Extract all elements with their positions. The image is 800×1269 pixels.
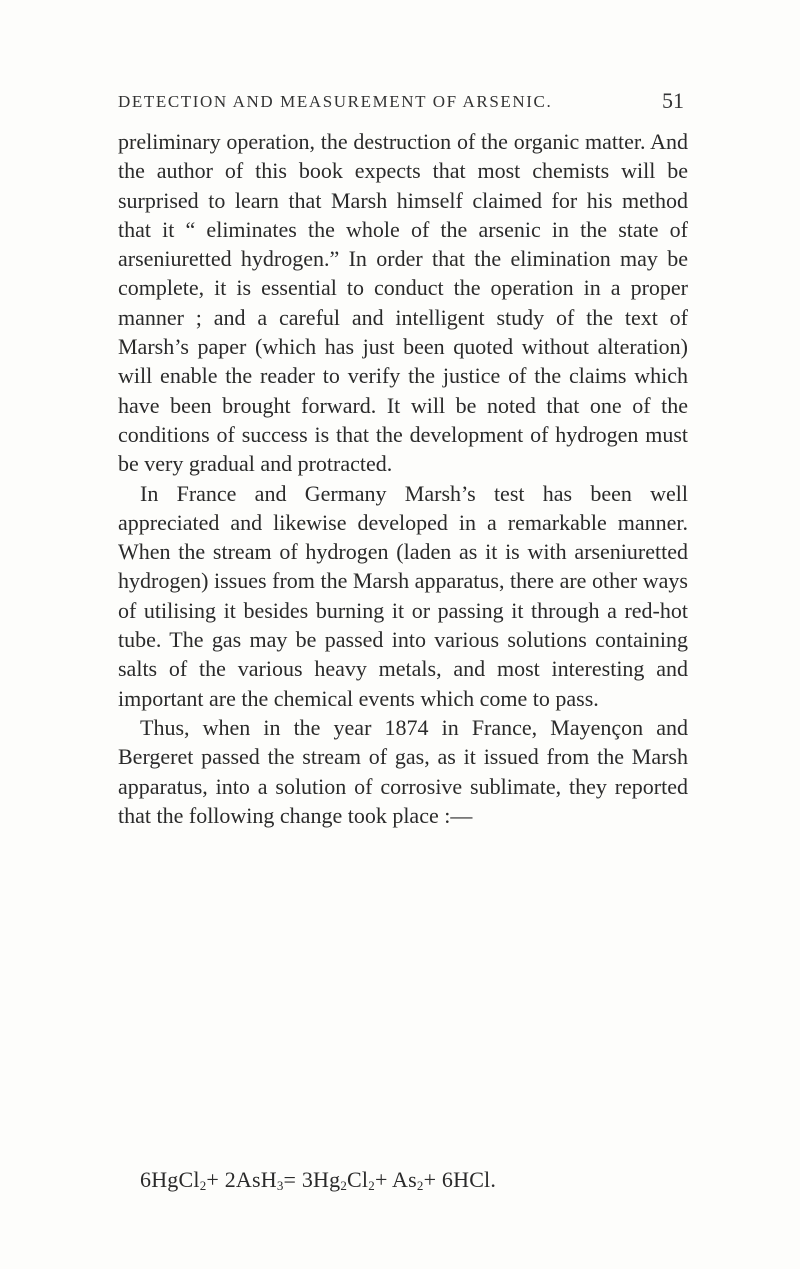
eq-term: 6HgCl — [140, 1167, 200, 1192]
eq-subscript: 2 — [340, 1178, 348, 1193]
body-text — [118, 127, 688, 830]
eq-subscript: 2 — [368, 1178, 375, 1193]
eq-term: + 2AsH — [206, 1167, 277, 1192]
eq-term: = 3Hg — [283, 1167, 341, 1192]
running-header — [118, 88, 684, 116]
eq-term: + As — [374, 1167, 417, 1192]
paragraph-3: Thus, when in the year 1874 in France, Mayençon and Bergeret passed the stream of gas, as it issued from the Marsh apparatus, into a solution of corrosive sublimate, they reported that the following change took place :— — [118, 714, 688, 828]
header-title: DETECTION AND MEASUREMENT OF ARSENIC. — [118, 92, 553, 111]
eq-term: + 6HCl. — [423, 1167, 497, 1192]
page-number: 51 — [662, 88, 684, 113]
eq-term: Cl — [347, 1167, 369, 1192]
eq-subscript: 2 — [199, 1178, 207, 1193]
eq-subscript: 2 — [416, 1178, 424, 1193]
eq-subscript: 3 — [276, 1178, 284, 1193]
chemical-equation — [140, 1167, 496, 1194]
paragraph-1: preliminary operation, the destruction of the organic matter. And the author of this book expects that most chemists will be surprised to learn that Marsh himself claimed for his method that it “ eliminates the whole of the arsenic in the state of arseniuretted hydrogen.” In order that the elimination may be complete, it is essential to conduct the operation in a proper manner ; and a careful and intelligent study of the text of Marsh’s paper (which has just been quoted without alteration) will enable the reader to verify the justice of the claims which have been brought forward. It will be noted that one of the conditions of success is that the development of hydrogen must be very gradual and protracted. — [118, 129, 688, 477]
paragraph-2: In France and Germany Marsh’s test has been well appreciated and likewise developed in a remarkable manner. When the stream of hydrogen (laden as it is with arseniuretted hydrogen) issues from the Marsh apparatus, there are other ways of utilising it besides burning it or passing it through a red-hot tube. The gas may be passed into various solutions containing salts of the various heavy metals, and most interesting and important are the chemical events which come to pass. — [118, 480, 688, 711]
